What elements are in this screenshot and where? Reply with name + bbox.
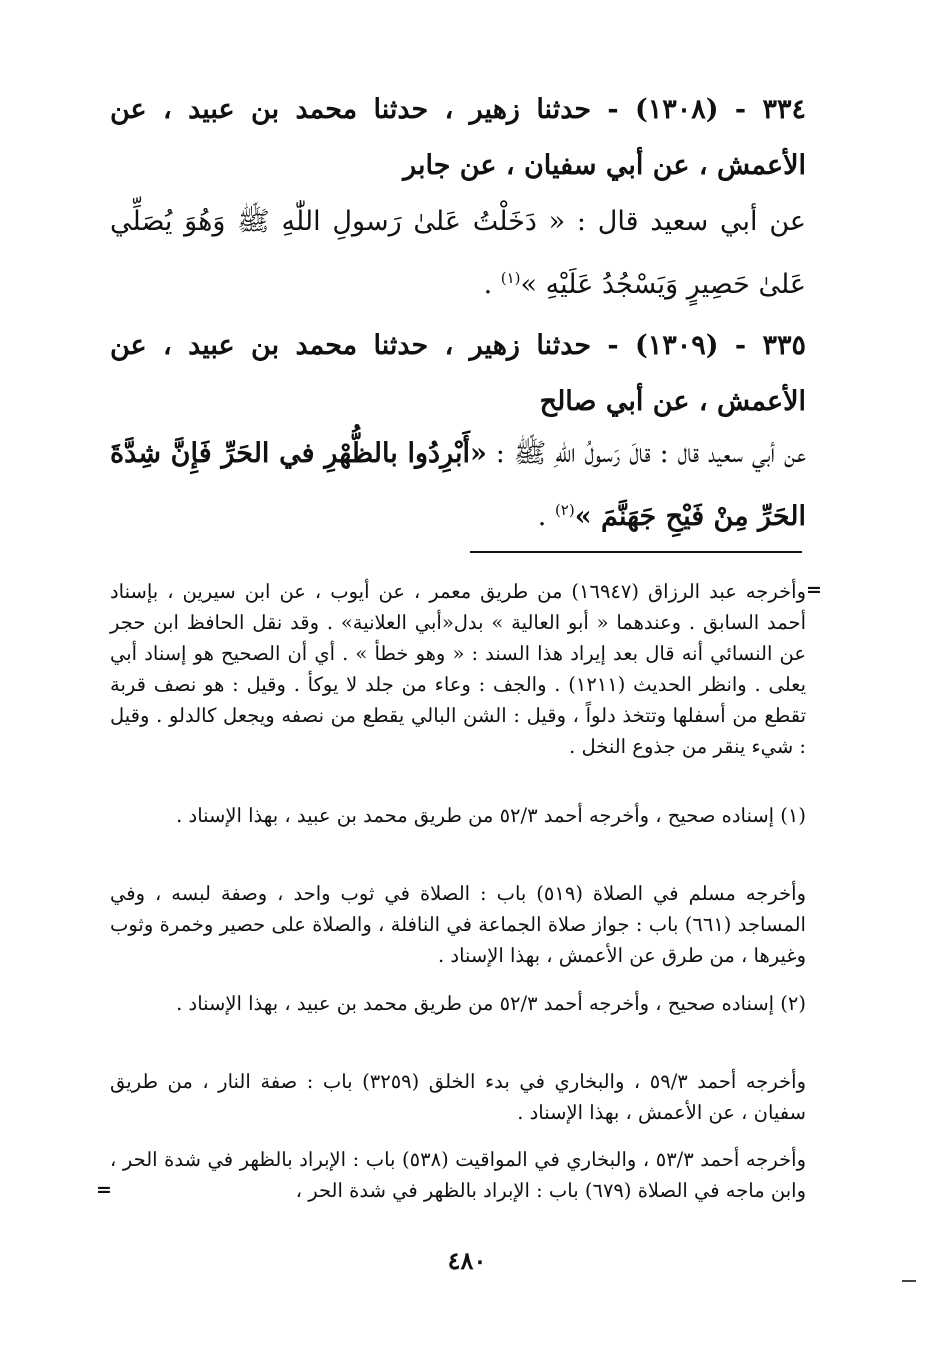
footnote-2: (٢) إسناده صحيح ، وأخرجه أحمد ٥٢/٣ من طريق محمد بن عبيد ، بهذا الإسناد . <box>176 992 806 1015</box>
hadith-335-intro: عن أبي سعيد قال : قالَ رَسولُ اللّٰهِ ﷺ : <box>486 438 806 469</box>
scan-mark <box>902 1280 916 1282</box>
hadith-334-intro: عن أبي سعيد قال : <box>565 206 806 237</box>
hadith-334-end: . <box>483 269 501 300</box>
page-number: ٤٨٠ <box>447 1246 487 1275</box>
hadith-334-heading: ٣٣٤ - (١٣٠٨) - حدثنا زهير ، حدثنا محمد بن عبيد ، عن الأعمش ، عن أبي سفيان ، عن جابر <box>110 94 807 181</box>
footnote-separator <box>470 551 802 553</box>
hadith-335-heading: ٣٣٥ - (١٣٠٩) - حدثنا زهير ، حدثنا محمد بن عبيد ، عن الأعمش ، عن أبي صالح <box>110 330 807 417</box>
hadith-334-matn: « دَخَلْتُ عَلىٰ رَسولِ اللّٰهِ ﷺ وَهُوَ يُصَلِّي عَلىٰ حَصِيرٍ وَيَسْجُدُ عَلَيْهِ » <box>110 206 806 300</box>
hadith-335-end: . <box>537 501 555 532</box>
footnote-1: (١) إسناده صحيح ، وأخرجه أحمد ٥٢/٣ من طريق محمد بن عبيد ، بهذا الإسناد . <box>176 804 806 827</box>
footnote-continued: وأخرجه عبد الرزاق (١٦٩٤٧) من طريق معمر ، عن أيوب ، عن ابن سيرين ، بإسناد أحمد السابق . وعندهما « أبو العالية » بدل«أبي العلانية» . وقد نقل الحافظ ابن حجر عن النسائي أنه قال بعد إيراد هذا السند : « وهو خطأ » . أي أن الصحيح هو إسناد أبي يعلى . وانظر الحديث (١٢١١) . والجف : وعاء من جلد لا يوكأ . وقيل : هو نصف قربة تقطع من أسفلها وتتخذ دلواً ، وقيل : الشن البالي يقطع من نصفه ويجعل كالدلو . وقيل : شيء ينقر من جذوع النخل . <box>110 580 806 758</box>
hadith-335-matn: «أَبْرِدُوا بالظُّهْرِ في الحَرِّ فَإِنَّ شِدَّةَ الحَرِّ مِنْ فَيْحِ جَهَنَّمَ » <box>110 438 806 532</box>
footnote-2-sources-b: وأخرجه أحمد ٥٣/٣ ، والبخاري في المواقيت (٥٣٨) باب : الإبراد بالظهر في شدة الحر ، وابن ماجه في الصلاة (٦٧٩) باب : الإبراد بالظهر في شدة الحر ، <box>110 1148 806 1202</box>
footnote-ref-1: (١) <box>500 269 521 287</box>
footnote-1-sources: وأخرجه مسلم في الصلاة (٥١٩) باب : الصلاة في ثوب واحد ، وصفة لبسه ، وفي المساجد (٦٦١) باب : جواز صلاة الجماعة في النافلة ، والصلاة على حصير وخمرة وثوب وغيرها ، من طرق عن الأعمش ، بهذا الإسناد . <box>110 882 806 967</box>
hadith-335-text <box>110 426 806 545</box>
continuation-mark-start: = <box>806 579 822 601</box>
footnote-2-sources-a: وأخرجه أحمد ٥٩/٣ ، والبخاري في بدء الخلق (٣٢٥٩) باب : صفة النار ، من طريق سفيان ، عن الأعمش ، بهذا الإسناد . <box>110 1070 806 1124</box>
continuation-mark-end: = <box>96 1179 112 1201</box>
footnote-ref-2: (٢) <box>554 501 575 519</box>
hadith-334-text <box>110 194 806 313</box>
